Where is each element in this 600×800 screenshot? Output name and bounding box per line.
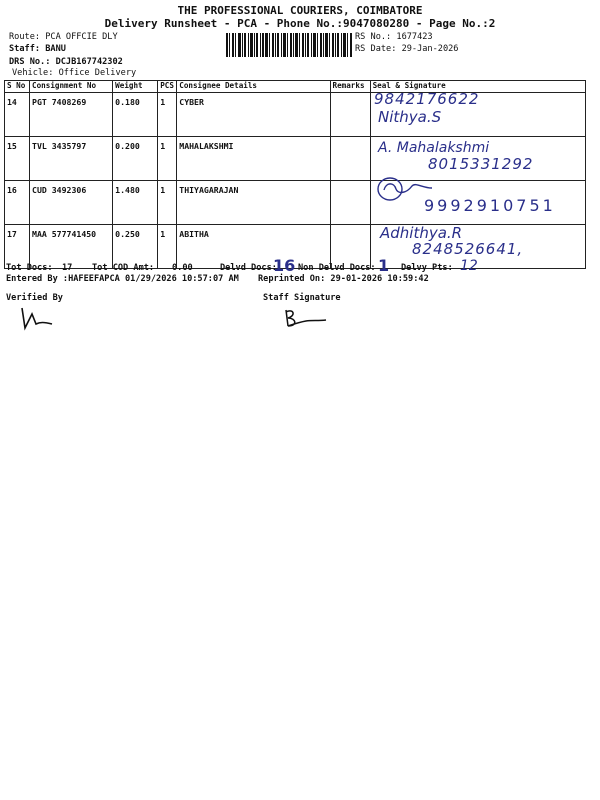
row-consignee: MAHALAKSHMI (177, 137, 330, 181)
route-text: Route: PCA OFFCIE DLY (9, 32, 118, 42)
staff-signature-label: Staff Signature (263, 293, 341, 303)
col-remarks: Remarks (330, 81, 370, 93)
handwritten-phone: 8015331292 (428, 155, 534, 173)
row-remarks (330, 181, 370, 225)
col-signature: Seal & Signature (370, 81, 585, 93)
handwritten-phone: 9842176622 (374, 90, 480, 108)
row-consignee: ABITHA (177, 225, 330, 269)
row-sno: 17 (5, 225, 30, 269)
row-consignment-no: MAA 577741450 (30, 225, 113, 269)
drs-number: DRS No.: DCJB167742302 (9, 57, 123, 67)
row-pcs: 1 (158, 225, 177, 269)
handwritten-phone: 8248526641, (412, 240, 524, 258)
col-sno: S No (5, 81, 30, 93)
table-row (5, 93, 586, 137)
barcode (226, 33, 352, 57)
row-weight: 0.250 (113, 225, 158, 269)
row-sno: 15 (5, 137, 30, 181)
row-remarks (330, 225, 370, 269)
verified-by-label: Verified By (6, 293, 63, 303)
col-consignee: Consignee Details (177, 81, 330, 93)
row-pcs: 1 (158, 181, 177, 225)
row-consignment-no: TVL 3435797 (30, 137, 113, 181)
handwritten-name: Nithya.S (378, 108, 442, 126)
vehicle-text: Vehicle: Office Delivery (12, 68, 137, 78)
row-remarks (330, 137, 370, 181)
col-weight: Weight (113, 81, 158, 93)
table-header-row (5, 81, 586, 93)
row-weight: 0.200 (113, 137, 158, 181)
entered-by: Entered By :HAFEEFAPCA 01/29/2026 10:57:07 AM (6, 274, 239, 284)
delvy-pts-hand: 12 (460, 258, 478, 274)
delvy-pts-label: Delvy Pts: (401, 263, 453, 273)
tot-docs-label: Tot Docs: (6, 263, 53, 273)
row-consignment-no: CUD 3492306 (30, 181, 113, 225)
delvd-docs-label: Delvd Docs: (220, 263, 277, 273)
tot-cod-label: Tot COD Amt: (92, 263, 155, 273)
row-remarks (330, 93, 370, 137)
rs-date: RS Date: 29-Jan-2026 (355, 44, 459, 54)
row-weight: 1.480 (113, 181, 158, 225)
row-pcs: 1 (158, 93, 177, 137)
handwritten-name: Adhithya.R (380, 224, 463, 242)
company-title: THE PROFESSIONAL COURIERS, COIMBATORE (177, 4, 423, 17)
col-consignment: Consignment No (30, 81, 113, 93)
row-sno: 16 (5, 181, 30, 225)
delvd-docs-hand: 16 (273, 256, 296, 275)
staff-text: Staff: BANU (9, 44, 66, 54)
non-delvd-label: Non Delvd Docs: (298, 263, 376, 273)
col-pcs: PCS (158, 81, 177, 93)
verifier-signature-icon (16, 306, 56, 332)
runsheet-title: Delivery Runsheet - PCA - Phone No.:9047080280 - Page No.:2 (104, 17, 496, 30)
row-consignee: CYBER (177, 93, 330, 137)
handwritten-phone: 9992910751 (424, 196, 556, 215)
handwritten-name: A. Mahalakshmi (378, 140, 490, 156)
reprinted-on: Reprinted On: 29-01-2026 10:59:42 (258, 274, 429, 284)
row-sno: 14 (5, 93, 30, 137)
tot-cod-value: 0.00 (172, 263, 193, 273)
row-weight: 0.180 (113, 93, 158, 137)
staff-signature-icon (280, 306, 330, 330)
non-delvd-hand: 1 (378, 256, 390, 275)
row-consignee: THIYAGARAJAN (177, 181, 330, 225)
row-consignment-no: PGT 7408269 (30, 93, 113, 137)
rs-number: RS No.: 1677423 (355, 32, 433, 42)
row-pcs: 1 (158, 137, 177, 181)
tot-docs-value: 17 (62, 263, 73, 273)
